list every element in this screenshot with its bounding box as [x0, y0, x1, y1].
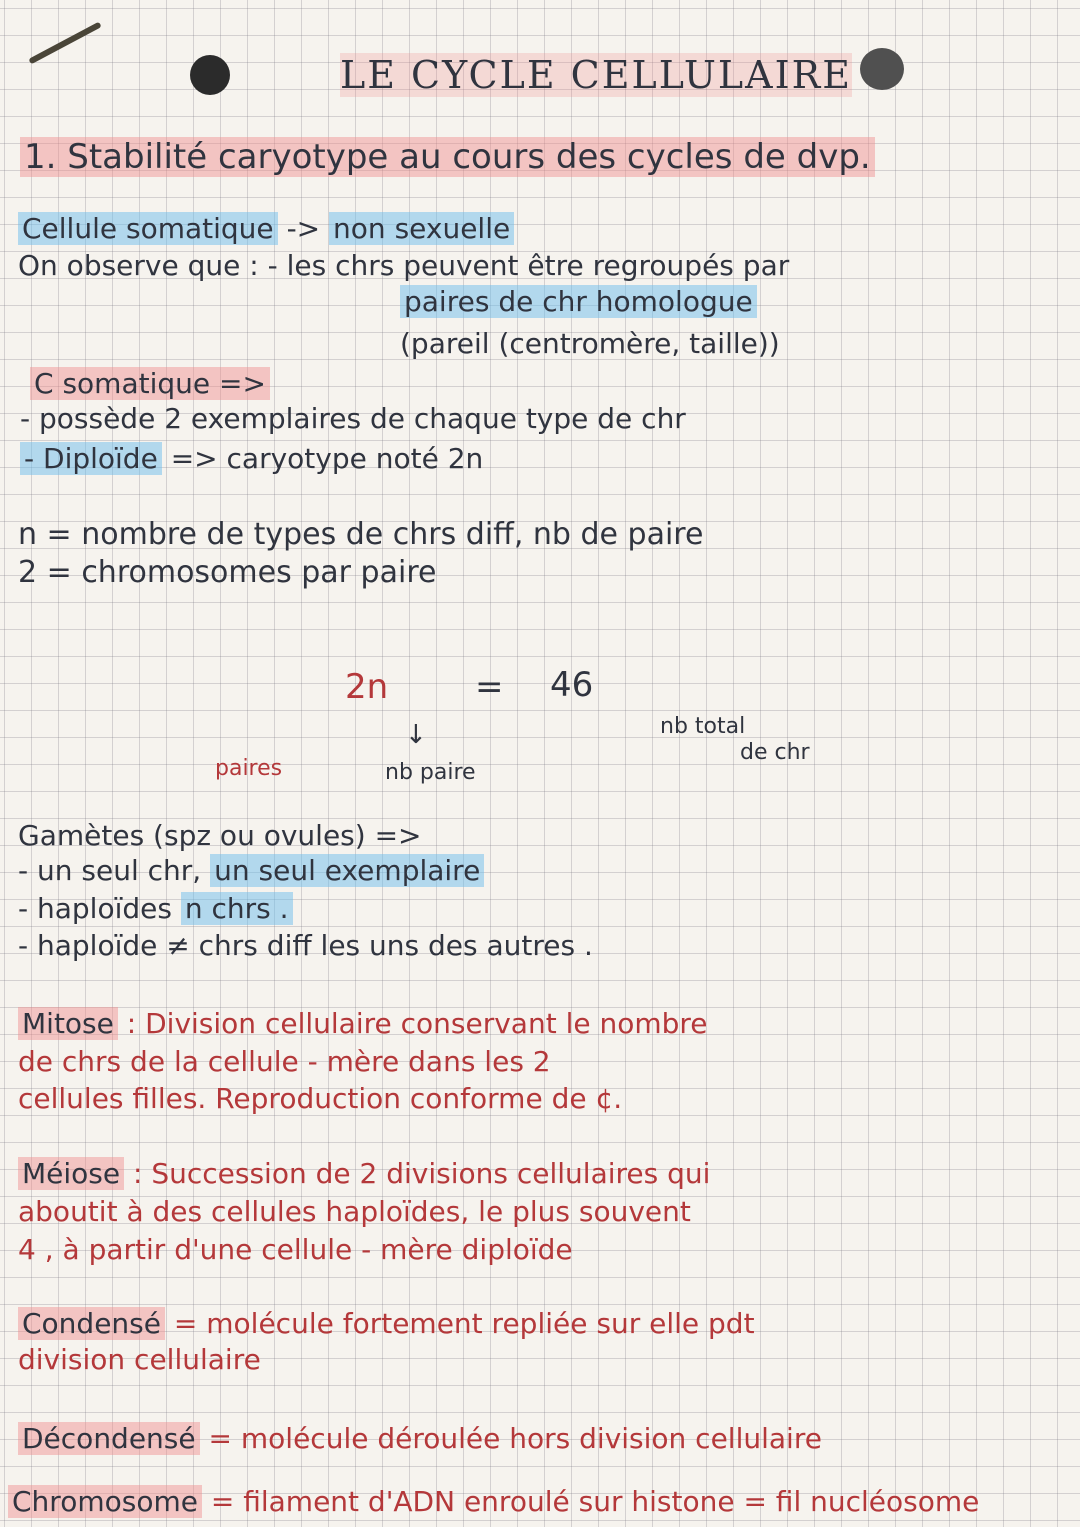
- formula-annotation-nb-paire: nb paire: [385, 760, 476, 785]
- somatic-line1: Cellule somatique -> non sexuelle: [18, 215, 514, 243]
- csomatique-item1: - possède 2 exemplaires de chaque type de chr: [20, 402, 686, 435]
- mitose-line3: cellules filles. Reproduction conforme de ¢.: [18, 1082, 623, 1115]
- condense-line2: division cellulaire: [18, 1343, 261, 1376]
- somatic-line3: paires de chr homologue: [400, 288, 757, 316]
- formula-annotation-total-2: de chr: [740, 740, 810, 765]
- arrow-down: ↓: [405, 720, 427, 750]
- def-2: 2 = chromosomes par paire: [18, 555, 437, 590]
- formula-annotation-total: nb total: [660, 714, 746, 739]
- punch-hole-left: [190, 55, 230, 95]
- gametes-item1: - un seul chr, un seul exemplaire: [18, 857, 484, 885]
- meiose-line2: aboutit à des cellules haploïdes, le plus souvent: [18, 1195, 691, 1228]
- csomatique-item2: - Diploïde => caryotype noté 2n: [20, 445, 483, 473]
- gametes-item2: - haploïdes n chrs .: [18, 895, 293, 923]
- gametes-item3: - haploïde ≠ chrs diff les uns des autres .: [18, 929, 593, 962]
- gametes-head: Gamètes (spz ou ovules) =>: [18, 819, 422, 852]
- csomatique-head: C somatique =>: [30, 370, 270, 398]
- meiose-line1: Méiose : Succession de 2 divisions cellulaires qui: [18, 1160, 710, 1188]
- formula-lhs: 2n: [345, 667, 389, 707]
- meiose-line3: 4 , à partir d'une cellule - mère diploïde: [18, 1233, 573, 1266]
- def-n: n = nombre de types de chrs diff, nb de paire: [18, 517, 704, 552]
- decondense-line: Décondensé = molécule déroulée hors division cellulaire: [18, 1425, 822, 1453]
- pen-stroke: [28, 22, 101, 65]
- mitose-line1: Mitose : Division cellulaire conservant le nombre: [18, 1010, 708, 1038]
- mitose-line2: de chrs de la cellule - mère dans les 2: [18, 1045, 551, 1078]
- formula-annotation-paires: paires: [215, 756, 283, 781]
- page-title: LE CYCLE CELLULAIRE: [340, 53, 852, 97]
- formula-eq: =: [475, 667, 504, 707]
- punch-hole-right: [860, 48, 904, 90]
- condense-line1: Condensé = molécule fortement repliée sur elle pdt: [18, 1310, 755, 1338]
- chromosome-line: Chromosome = filament d'ADN enroulé sur histone = fil nucléosome: [8, 1488, 979, 1516]
- formula-rhs: 46: [550, 665, 594, 705]
- section-heading: 1. Stabilité caryotype au cours des cycles de dvp.: [20, 140, 875, 174]
- somatic-line4: (pareil (centromère, taille)): [400, 327, 780, 360]
- somatic-line2: On observe que : - les chrs peuvent être regroupés par: [18, 249, 790, 282]
